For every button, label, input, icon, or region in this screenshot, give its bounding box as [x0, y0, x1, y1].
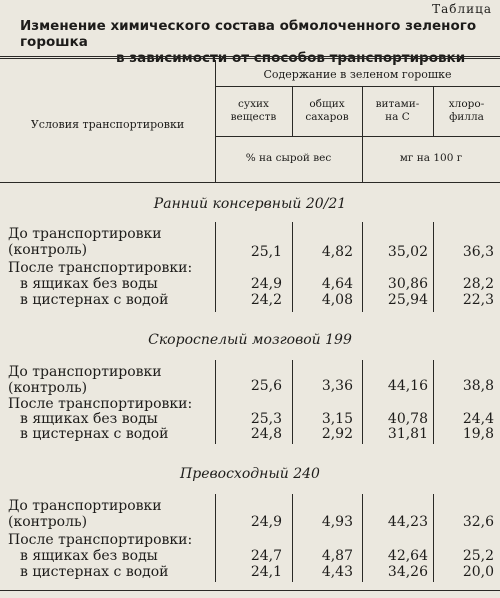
cell-value: 44,23 [387, 514, 428, 530]
cell-value: 25,1 [250, 244, 282, 260]
cell-value: 4,93 [321, 514, 353, 530]
cell-value: 24,2 [250, 292, 282, 308]
row-label: После транспортировки: [8, 260, 193, 276]
cell-value: 44,16 [387, 378, 428, 394]
cell-value: 24,4 [462, 411, 494, 427]
column-rule [362, 494, 363, 582]
header-unit-rule [215, 136, 500, 137]
cell-value: 24,1 [250, 564, 282, 580]
cell-value: 36,3 [462, 244, 494, 260]
row-label: в ящиках без воды [20, 548, 158, 564]
row-label: После транспортировки: [8, 396, 193, 412]
cell-value: 4,87 [321, 548, 353, 564]
column-rule [215, 494, 216, 582]
column-rule [362, 360, 363, 444]
cell-value: 22,3 [462, 292, 494, 308]
section-title: Ранний консервный 20/21 [153, 196, 347, 212]
cell-value: 2,92 [321, 426, 353, 442]
header-col-chlorophyll: хлоро- филла [448, 98, 485, 123]
header-unit-percent: % на сырой вес [245, 152, 332, 164]
section-title: Скороспелый мозговой 199 [148, 332, 352, 348]
cell-value: 31,81 [387, 426, 428, 442]
cell-value: 30,86 [387, 276, 428, 292]
cell-value: 24,9 [250, 276, 282, 292]
cell-value: 4,43 [321, 564, 353, 580]
title-line-1: Изменение химического состава обмолоченного зеленого горошка [20, 18, 477, 50]
cell-value: 24,9 [250, 514, 282, 530]
column-rule [215, 222, 216, 312]
column-rule [362, 222, 363, 312]
header-bottom-rule [0, 182, 500, 183]
header-group-rule [215, 86, 500, 87]
cell-value: 42,64 [387, 548, 428, 564]
cell-value: 25,3 [250, 411, 282, 427]
title-line-2: в зависимости от способов транспортировки [116, 50, 466, 66]
cell-value: 24,7 [250, 548, 282, 564]
row-label: в ящиках без воды [20, 411, 158, 427]
cell-value: 34,26 [387, 564, 428, 580]
row-label: После транспортировки: [8, 532, 193, 548]
cell-value: 40,78 [387, 411, 428, 427]
cell-value: 25,2 [462, 548, 494, 564]
cell-value: 24,8 [250, 426, 282, 442]
row-label: в цистернах с водой [20, 426, 169, 442]
row-label: До транспортировки (контроль) [8, 498, 162, 530]
cell-value: 38,8 [462, 378, 494, 394]
cell-value: 4,08 [321, 292, 353, 308]
cell-value: 3,36 [321, 378, 353, 394]
cell-value: 3,15 [321, 411, 353, 427]
header-top-rule [0, 56, 500, 59]
row-label: в цистернах с водой [20, 564, 169, 580]
row-label: в цистернах с водой [20, 292, 169, 308]
table-bottom-rule [0, 590, 500, 591]
cell-value: 25,6 [250, 378, 282, 394]
cell-value: 32,6 [462, 514, 494, 530]
cell-value: 25,94 [387, 292, 428, 308]
cell-value: 35,02 [387, 244, 428, 260]
cell-value: 28,2 [462, 276, 494, 292]
section-title: Превосходный 240 [180, 466, 320, 482]
header-col-sugars: общих сахаров [305, 98, 349, 123]
column-rule [215, 360, 216, 444]
cell-value: 20,0 [462, 564, 494, 580]
row-label: До транспортировки (контроль) [8, 364, 162, 396]
header-col-vitamin-c: витами- на С [375, 98, 420, 123]
header-unit-mg: мг на 100 г [399, 152, 463, 164]
cell-value: 4,64 [321, 276, 353, 292]
header-content-group: Содержание в зеленом горошке [263, 68, 452, 81]
cell-value: 19,8 [462, 426, 494, 442]
header-conditions: Условия транспортировки [30, 118, 185, 131]
row-label: в ящиках без воды [20, 276, 158, 292]
row-label: До транспортировки (контроль) [8, 226, 162, 258]
table-caption-label: Таблица [432, 2, 492, 16]
cell-value: 4,82 [321, 244, 353, 260]
header-col-dry-matter: сухих веществ [230, 98, 277, 123]
